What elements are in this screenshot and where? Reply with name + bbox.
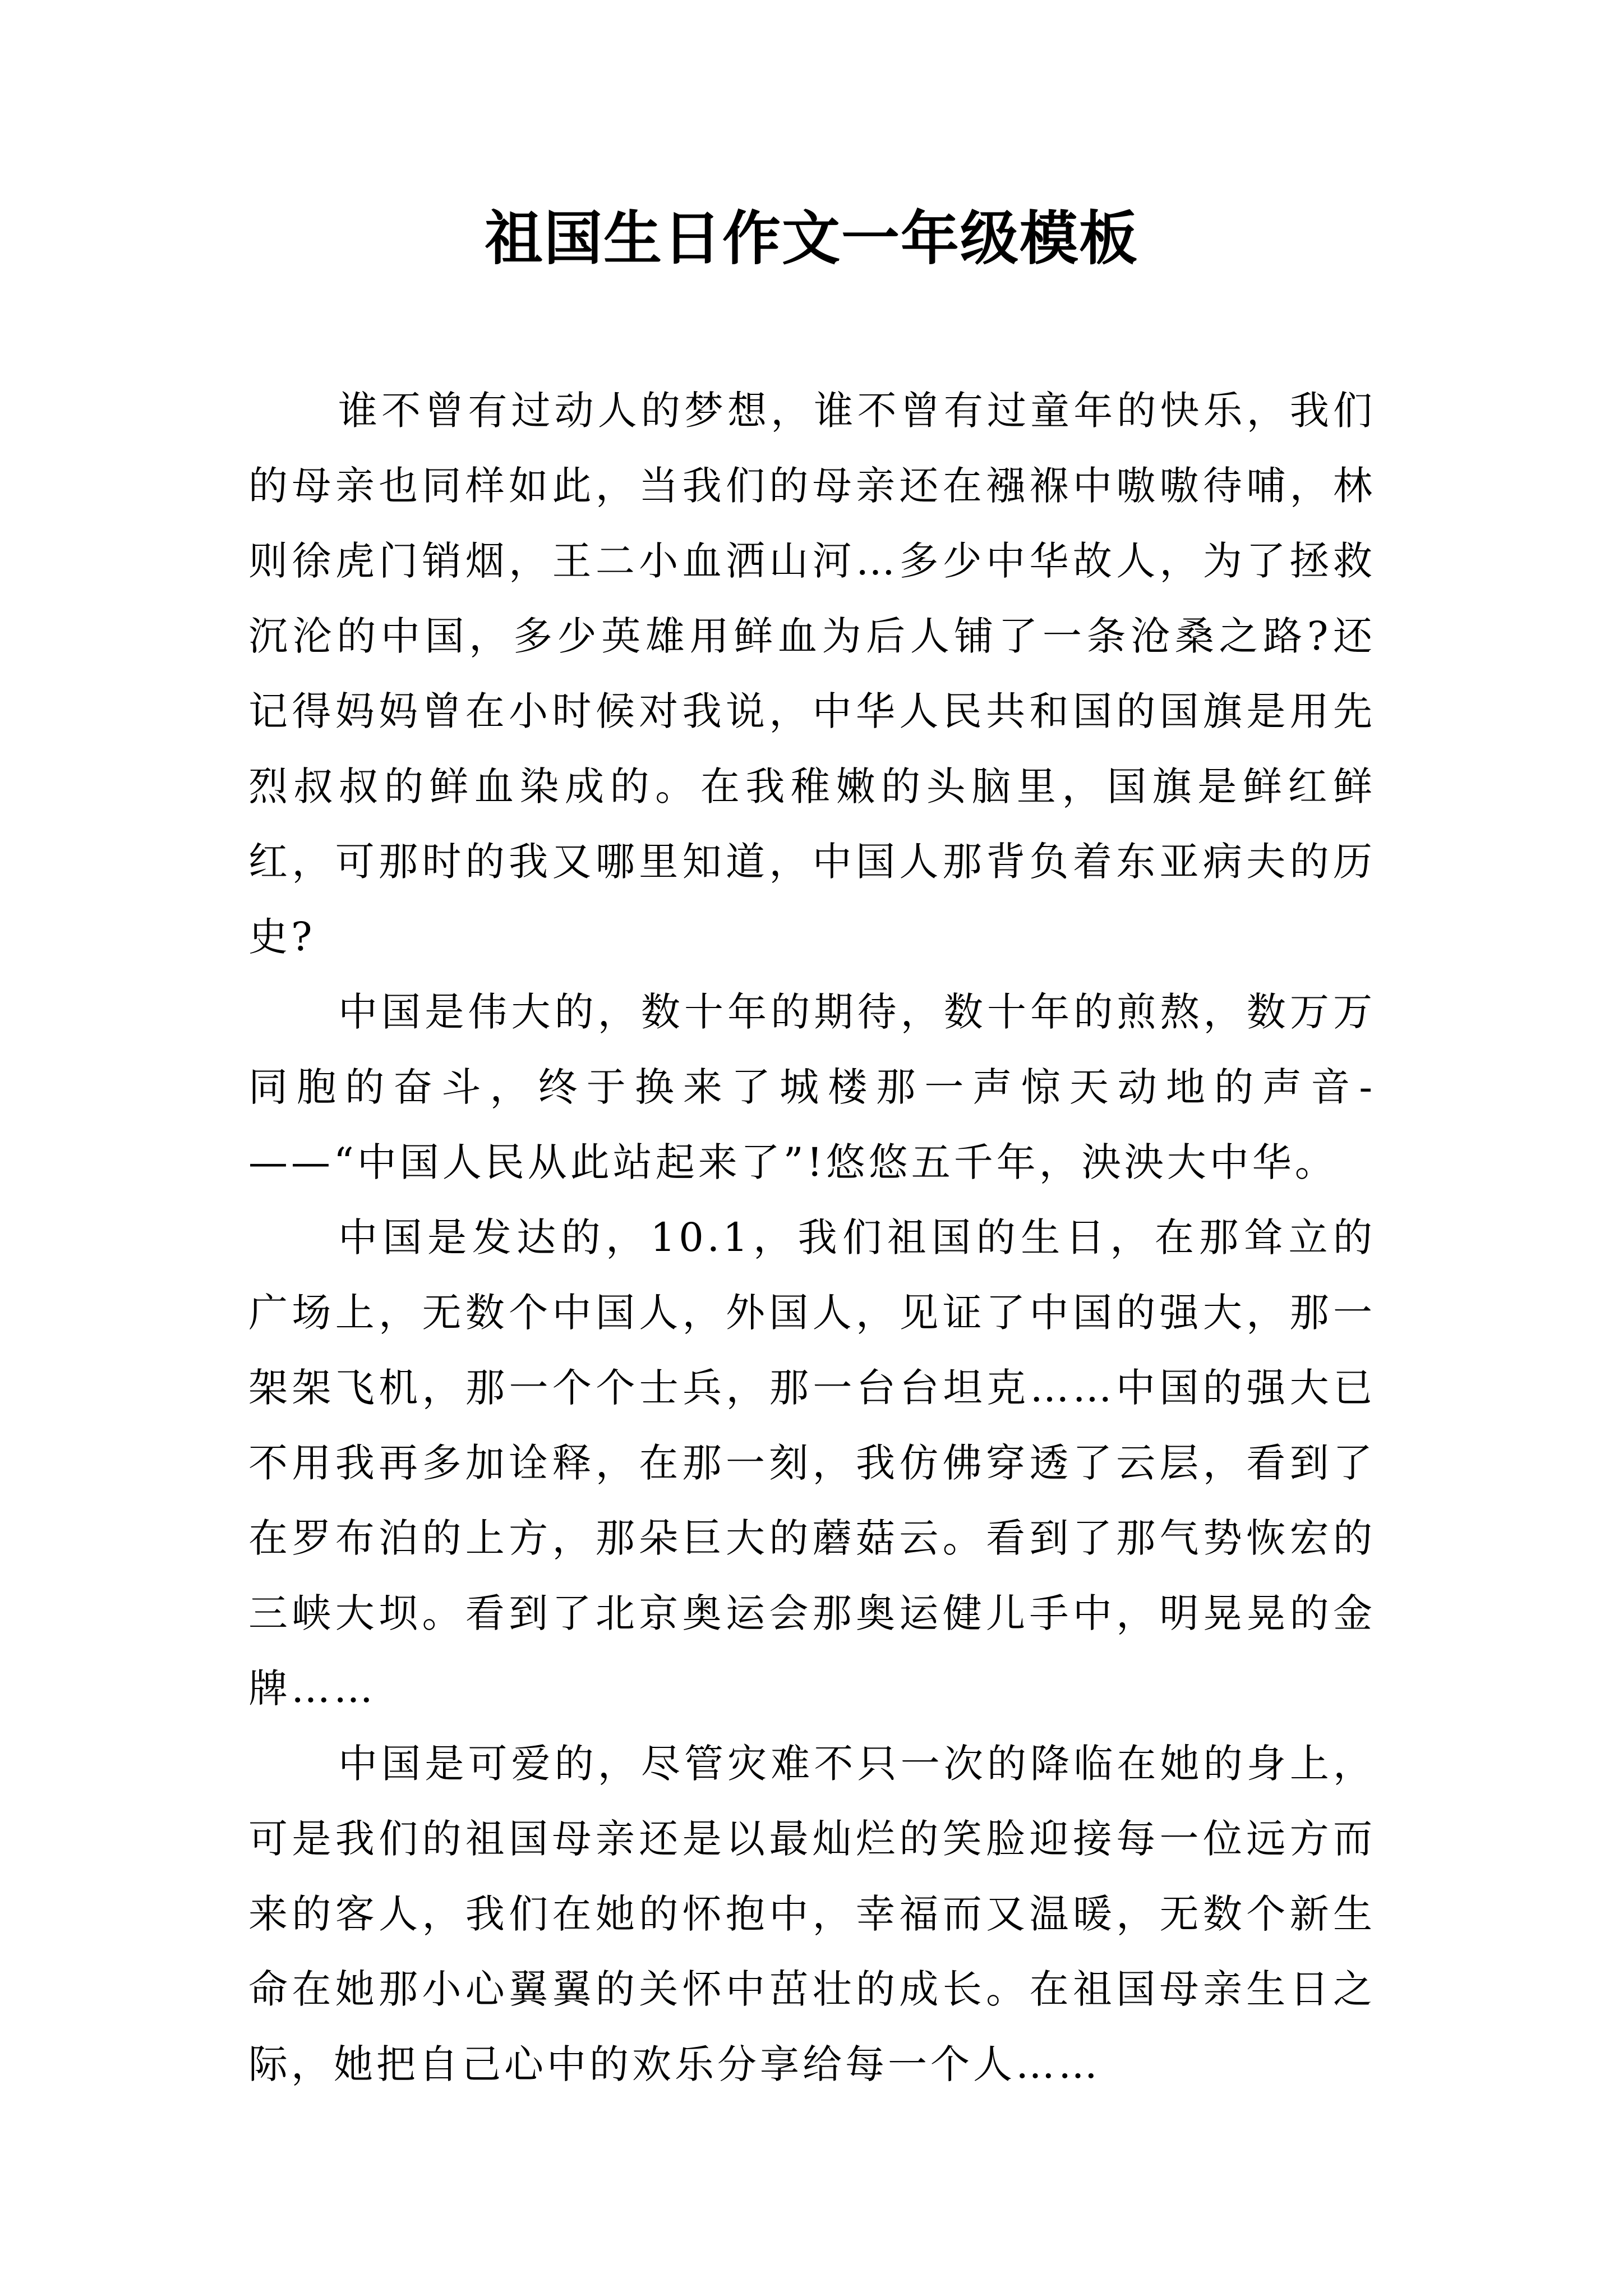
paragraph-3: 中国是发达的，10.1，我们祖国的生日，在那耸立的广场上，无数个中国人，外国人，见证了中国的强大，那一架架飞机，那一个个士兵，那一台台坦克……中国的强大已不用我再多加诠释，在那一刻，我仿佛穿透了云层，看到了在罗布泊的上方，那朵巨大的蘑菇云。看到了那气势恢宏的三峡大坝。看到了北京奥运会那奥运健儿手中，明晃晃的金牌…… [248,1214,1376,1711]
paragraph-4: 中国是可爱的，尽管灾难不只一次的降临在她的身上，可是我们的祖国母亲还是以最灿烂的笑脸迎接每一位远方而来的客人，我们在她的怀抱中，幸福而又温暖，无数个新生命在她那小心翼翼的关怀中茁壮的成长。在祖国母亲生日之际，她把自己心中的欢乐分享给每一个人…… [248,1741,1376,2087]
paragraph-2: 中国是伟大的，数十年的期待，数十年的煎熬，数万万同胞的奋斗，终于换来了城楼那一声惊天动地的声音-——“中国人民从此站起来了”!悠悠五千年，泱泱大中华。 [248,989,1376,1185]
document-title: 祖国生日作文一年级模板 [484,204,1138,273]
paragraph-1: 谁不曾有过动人的梦想，谁不曾有过童年的快乐，我们的母亲也同样如此，当我们的母亲还在襁褓中嗷嗷待哺，林则徐虎门销烟，王二小血洒山河…多少中华故人，为了拯救沉沦的中国，多少英雄用鲜血为后人铺了一条沧桑之路?还记得妈妈曾在小时候对我说，中华人民共和国的国旗是用先烈叔叔的鲜血染成的。在我稚嫩的头脑里，国旗是鲜红鲜红，可那时的我又哪里知道，中国人那背负着东亚病夫的历史? [248,388,1376,960]
document-body [248,373,1376,2102]
